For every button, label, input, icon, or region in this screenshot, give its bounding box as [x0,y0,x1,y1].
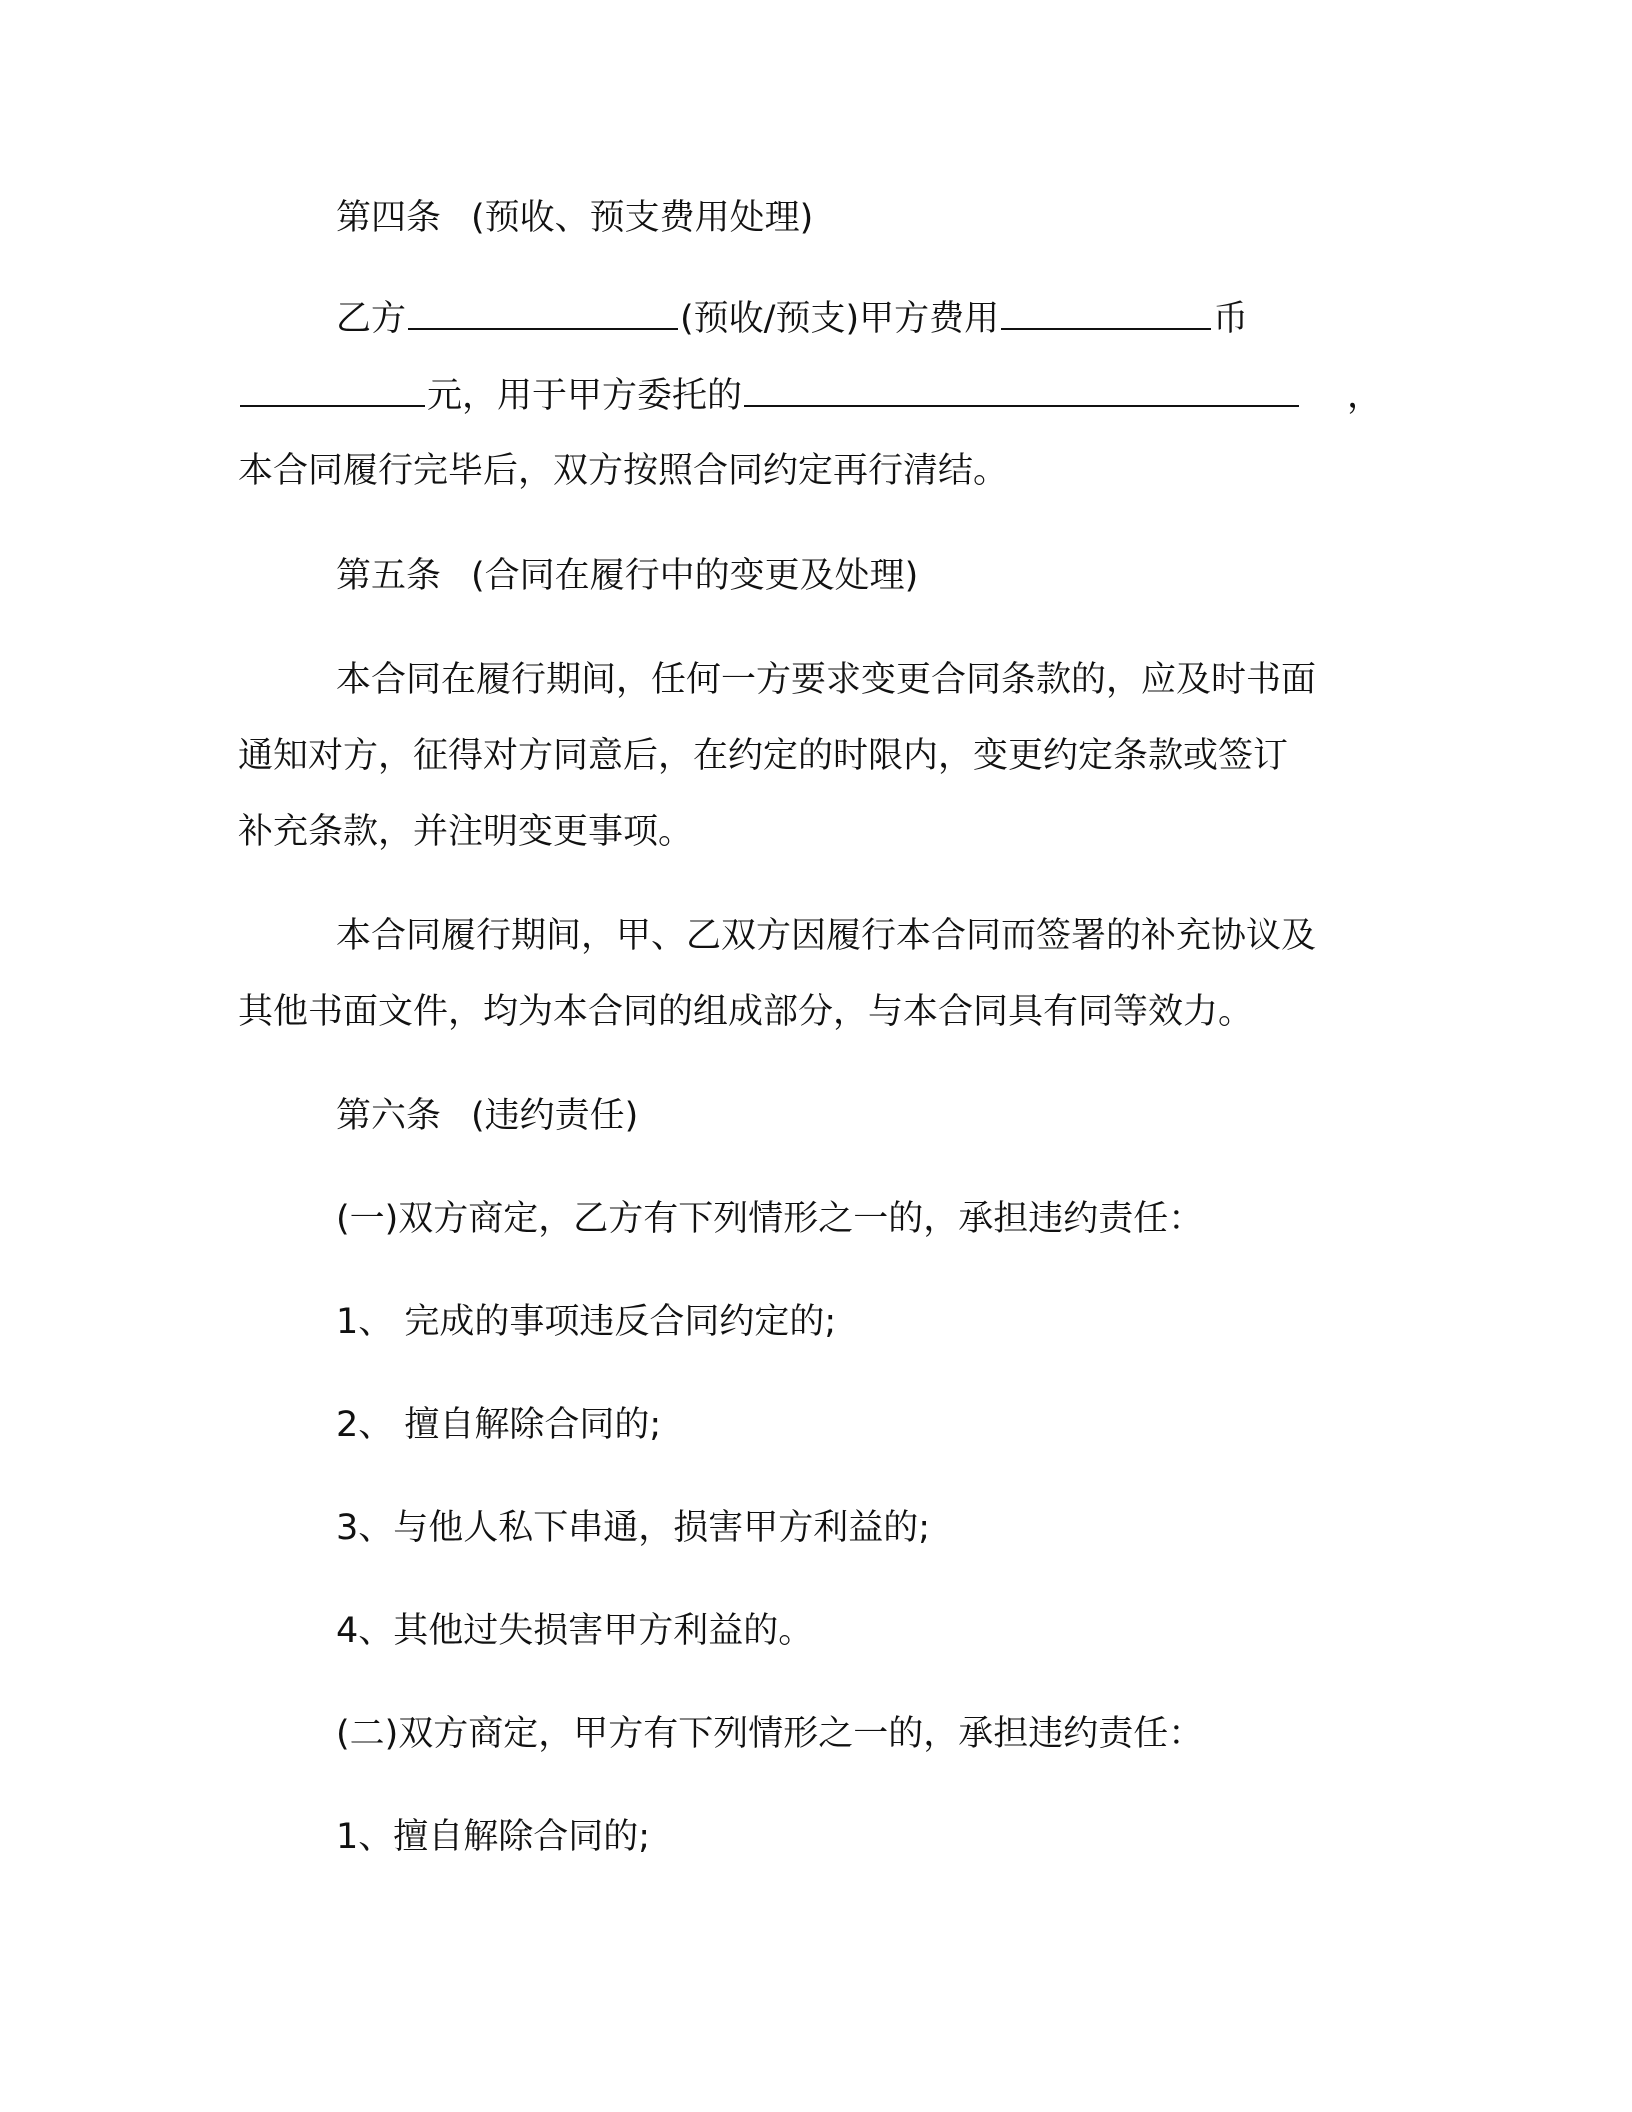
blank-field-amount [1001,294,1211,330]
text-segment: (预收/预支)甲方费用 [680,299,1000,339]
article-6-section-1: (一)双方商定，乙方有下列情形之一的，承担违约责任： [336,1199,1204,1239]
article-5-paragraph-1-line-1: 本合同在履行期间，任何一方要求变更合同条款的，应及时书面 [336,660,1317,700]
article-5-number: 第五条 [336,556,442,596]
article-6-title: (违约责任) [471,1096,639,1136]
article-5-title: (合同在履行中的变更及处理) [471,556,919,596]
list-item: 2、 擅自解除合同的; [336,1405,662,1445]
text-segment: 币 [1213,299,1249,339]
article-4-title: (预收、预支费用处理) [471,198,814,238]
article-4-line-2 [238,371,1383,421]
list-item: 4、其他过失损害甲方利益的。 [336,1611,814,1651]
blank-field-currency [240,371,425,407]
article-6-section-2: (二)双方商定，甲方有下列情形之一的，承担违约责任： [336,1714,1204,1754]
list-item: 1、 完成的事项违反合同约定的; [336,1302,837,1342]
article-5-paragraph-1-line-2: 通知对方，征得对方同意后，在约定的时限内，变更约定条款或签订 [238,736,1289,776]
text-segment: 乙方 [336,299,407,339]
article-4-line-3: 本合同履行完毕后，双方按照合同约定再行清结。 [238,451,1009,491]
article-4-line-1 [336,294,1374,344]
article-5-paragraph-2-line-1: 本合同履行期间，甲、乙双方因履行本合同而签署的补充协议及 [336,916,1317,956]
article-5-paragraph-1-line-3: 补充条款，并注明变更事项。 [238,812,694,852]
text-segment: ， [1347,376,1383,416]
article-4-heading [336,193,1374,243]
article-5-heading [336,551,1374,601]
article-4-number: 第四条 [336,198,442,238]
list-item: 1、擅自解除合同的; [336,1817,651,1857]
text-segment: 元，用于甲方委托的 [427,376,743,416]
list-item: 3、与他人私下串通，损害甲方利益的; [336,1508,931,1548]
blank-field-purpose [744,371,1299,407]
blank-field-party-b [408,294,678,330]
article-6-heading [336,1091,1374,1141]
article-6-number: 第六条 [336,1096,442,1136]
article-5-paragraph-2-line-2: 其他书面文件，均为本合同的组成部分，与本合同具有同等效力。 [238,992,1254,1032]
